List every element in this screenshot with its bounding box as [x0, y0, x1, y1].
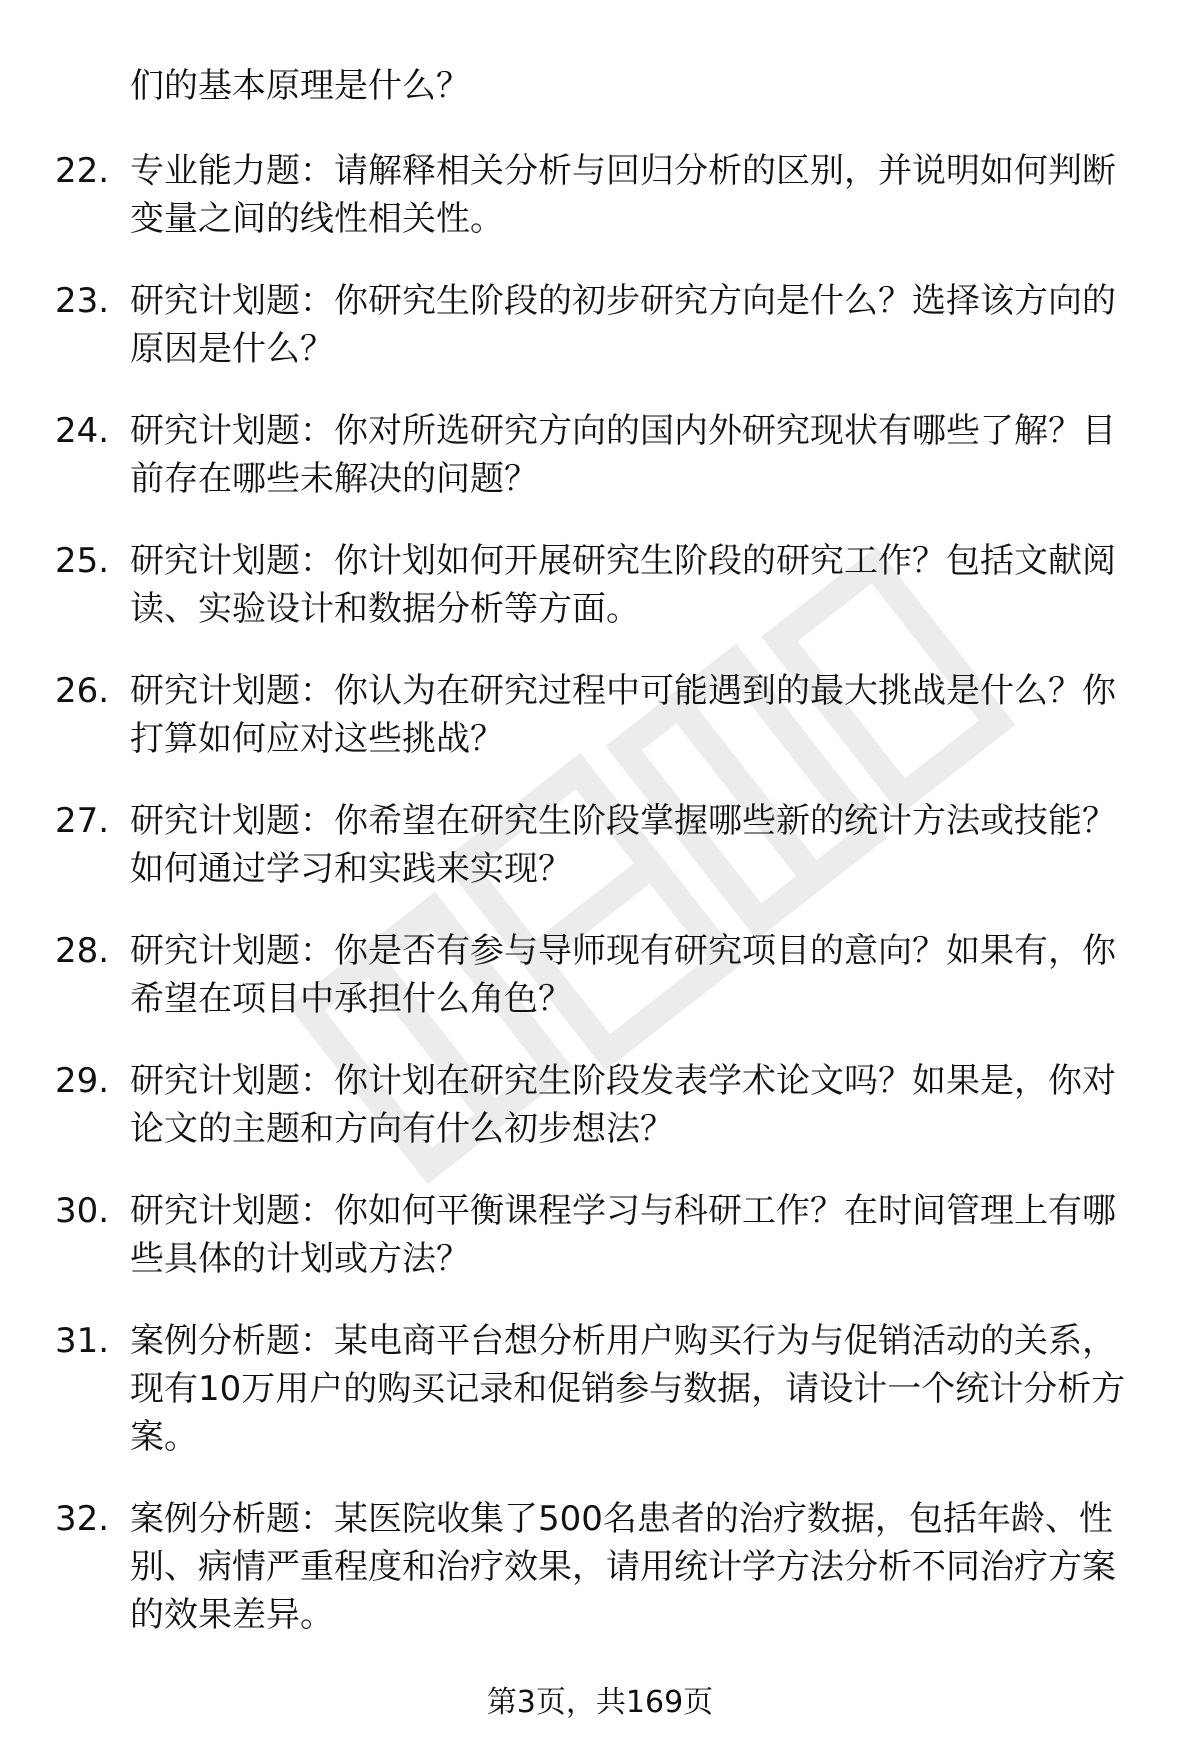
item-number: 31.: [55, 1321, 110, 1361]
list-item: [0, 667, 1200, 763]
list-item: [0, 1317, 1200, 1461]
list-item: [0, 1057, 1200, 1153]
item-text: 研究计划题：你如何平衡课程学习与科研工作？在时间管理上有哪些具体的计划或方法？: [130, 1191, 1116, 1279]
list-item: [0, 277, 1200, 373]
question-list: [0, 147, 1200, 1673]
item-text: 研究计划题：你认为在研究过程中可能遇到的最大挑战是什么？你打算如何应对这些挑战？: [130, 671, 1116, 759]
item-text: 研究计划题：你是否有参与导师现有研究项目的意向？如果有，你希望在项目中承担什么角色？: [130, 931, 1116, 1019]
item-number: 23.: [55, 281, 110, 321]
list-item: [0, 927, 1200, 1023]
item-text: 专业能力题：请解释相关分析与回归分析的区别，并说明如何判断变量之间的线性相关性。: [130, 151, 1116, 239]
item-text: 研究计划题：你对所选研究方向的国内外研究现状有哪些了解？目前存在哪些未解决的问题？: [130, 411, 1116, 499]
item-number: 25.: [55, 541, 110, 581]
item-text: 案例分析题：某电商平台想分析用户购买行为与促销活动的关系，现有10万用户的购买记录和促销参与数据，请设计一个统计分析方案。: [130, 1321, 1126, 1457]
item-number: 24.: [55, 411, 110, 451]
item-text: 研究计划题：你研究生阶段的初步研究方向是什么？选择该方向的原因是什么？: [130, 281, 1116, 369]
list-item: [0, 1187, 1200, 1283]
list-item: [0, 407, 1200, 503]
item-number: 27.: [55, 801, 110, 841]
item-number: 22.: [55, 151, 110, 191]
list-item: [0, 797, 1200, 893]
item-text: 研究计划题：你希望在研究生阶段掌握哪些新的统计方法或技能？如何通过学习和实践来实现？: [130, 801, 1116, 889]
page-number-footer: 第3页，共169页: [486, 1685, 714, 1720]
item-text: 研究计划题：你计划在研究生阶段发表学术论文吗？如果是，你对论文的主题和方向有什么初步想法？: [130, 1061, 1116, 1149]
item-number: 28.: [55, 931, 110, 971]
item-number: 26.: [55, 671, 110, 711]
continued-question-text: 们的基本原理是什么？: [130, 66, 470, 106]
item-number: 29.: [55, 1061, 110, 1101]
item-number: 32.: [55, 1499, 110, 1539]
list-item: [0, 147, 1200, 243]
item-text: 研究计划题：你计划如何开展研究生阶段的研究工作？包括文献阅读、实验设计和数据分析等方面。: [130, 541, 1116, 629]
list-item: [0, 1495, 1200, 1639]
list-item: [0, 537, 1200, 633]
item-number: 30.: [55, 1191, 110, 1231]
item-text: 案例分析题：某医院收集了500名患者的治疗数据，包括年龄、性别、病情严重程度和治疗效果，请用统计学方法分析不同治疗方案的效果差异。: [130, 1499, 1116, 1635]
